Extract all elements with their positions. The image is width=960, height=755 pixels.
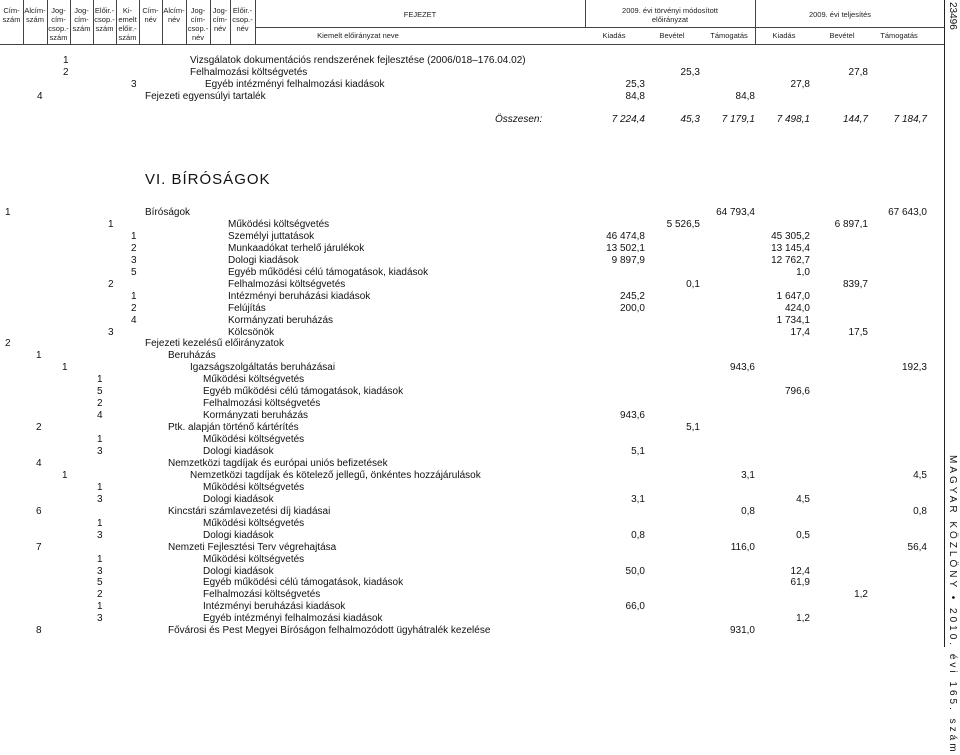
row-label: Felhalmozási költségvetés (203, 589, 321, 601)
row-label: Működési költségvetés (203, 374, 305, 386)
table-row (0, 279, 944, 291)
row-code: 4 (36, 457, 42, 469)
row-code: 1 (36, 350, 42, 362)
table-row (0, 566, 944, 578)
table-row (0, 291, 944, 303)
row-label: Kölcsönök (228, 326, 275, 338)
table-row (0, 589, 944, 601)
row-label: Felújítás (228, 302, 266, 314)
row-value: 943,6 (619, 410, 645, 422)
table-header (0, 0, 944, 44)
row-code: 2 (131, 242, 137, 254)
row-label: Egyéb működési célú támogatások, kiadások (228, 266, 429, 278)
total-value: 7 179,1 (721, 114, 755, 125)
table-row (0, 494, 944, 506)
table-row (0, 506, 944, 518)
table-row (0, 219, 944, 231)
row-value: 64 793,4 (716, 207, 755, 218)
row-label: Igazságszolgáltatás beruházásai (190, 362, 336, 374)
row-code: 1 (131, 290, 137, 302)
header-col-10: Jog- cím- név (212, 6, 228, 33)
table-row (0, 434, 944, 446)
table-row (0, 362, 944, 374)
row-code: 6 (36, 505, 42, 517)
total-value: 7 224,4 (611, 114, 645, 125)
row-value: 4,5 (913, 469, 927, 481)
row-label: Vizsgálatok dokumentációs rendszerének fejlesztése (2006/018–176.04.02) (190, 55, 526, 66)
row-label: Felhalmozási költségvetés (228, 278, 346, 290)
header-rule (255, 27, 944, 28)
row-value: 0,5 (796, 529, 810, 541)
row-value: 116,0 (730, 541, 755, 553)
header-divider (23, 0, 24, 44)
table-row (0, 482, 944, 494)
row-label: Egyéb intézményi felhalmozási kiadások (203, 613, 383, 625)
row-value: 0,8 (741, 505, 755, 517)
header-divider (116, 0, 117, 44)
table-row (0, 458, 944, 470)
row-label: Működési költségvetés (203, 481, 305, 493)
row-value: 839,7 (842, 278, 868, 290)
row-label: Egyéb működési célú támogatások, kiadások (203, 386, 404, 398)
table-row (0, 410, 944, 422)
row-value: 12 762,7 (771, 254, 810, 266)
row-code: 3 (97, 529, 103, 541)
total-value: 7 498,1 (776, 114, 810, 125)
row-value: 1,2 (854, 589, 868, 601)
row-label: Fővárosi és Pest Megyei Bíróságon felhalmozódott ügyhátralék kezelése (168, 625, 491, 637)
row-code: 1 (97, 553, 103, 565)
row-value: 66,0 (625, 601, 645, 613)
row-label: Dologi kiadások (203, 493, 274, 505)
row-label: Ptk. alapján történő kártérítés (168, 422, 299, 434)
row-code: 1 (97, 481, 103, 493)
row-code: 3 (97, 446, 103, 457)
header-col-11: Előir.- csop.- név (232, 6, 253, 33)
table-row (0, 398, 944, 410)
row-label: Fejezeti kezelésű előirányzatok (145, 338, 284, 350)
row-label: Dologi kiadások (203, 446, 274, 457)
header-divider (255, 0, 256, 44)
section-title: VI. BÍRÓSÁGOK (145, 171, 271, 188)
header-col-7: Cím- név (142, 6, 159, 24)
row-label: Beruházás (168, 350, 216, 362)
table-row (0, 79, 944, 91)
header-divider (93, 0, 94, 44)
row-code: 4 (97, 410, 103, 422)
table-row (0, 374, 944, 386)
table-row (0, 303, 944, 315)
row-code: 3 (131, 79, 137, 90)
header-group-actual: 2009. évi teljesítés (808, 10, 872, 19)
row-code: 1 (97, 601, 103, 613)
table-row (0, 243, 944, 255)
row-value: 3,1 (741, 469, 755, 481)
table-row (0, 67, 944, 79)
table-row (0, 613, 944, 625)
header-rule (0, 44, 944, 45)
table-row (0, 350, 944, 362)
row-code: 4 (37, 91, 43, 102)
row-code: 2 (131, 302, 137, 314)
row-value: 200,0 (619, 302, 645, 314)
row-label: Bíróságok (145, 207, 191, 218)
table-row (0, 625, 944, 637)
header-col-9: Jog- cím- csop.- név (187, 6, 209, 42)
table-row (0, 601, 944, 613)
total-value: 45,3 (680, 114, 700, 125)
header-divider (186, 0, 187, 44)
header-divider (585, 0, 586, 27)
row-code: 3 (108, 326, 114, 338)
row-label: Munkaadókat terhelő járulékok (228, 242, 365, 254)
row-label: Dologi kiadások (203, 565, 274, 577)
table-row (0, 338, 944, 350)
row-label: Egyéb működési célú támogatások, kiadások (203, 577, 404, 589)
row-value: 13 145,4 (771, 242, 810, 254)
row-value: 56,4 (907, 541, 927, 553)
row-code: 2 (97, 398, 103, 410)
row-value: 4,5 (796, 493, 810, 505)
row-code: 1 (97, 517, 103, 529)
header-sub-5: Támogatás (880, 31, 918, 40)
row-code: 3 (97, 613, 103, 625)
header-divider (70, 0, 71, 44)
row-label: Fejezeti egyensúlyi tartalék (145, 91, 266, 102)
row-code: 3 (131, 254, 137, 266)
row-value: 943,6 (729, 362, 755, 374)
row-label: Kormányzati beruházás (228, 314, 334, 326)
journal-sidebar: MAGYAR KÖZLÖNY • 2010. évi 165. szám (947, 455, 958, 755)
row-code: 1 (62, 362, 68, 374)
header-col-5: Előir.- csop.- szám (94, 6, 115, 33)
header-col-6: Ki- emelt előir.- szám (118, 6, 137, 42)
table-row (0, 315, 944, 327)
row-value: 0,8 (631, 529, 645, 541)
row-label: Intézményi beruházási kiadások (203, 601, 346, 613)
row-value: 46 474,8 (606, 230, 645, 242)
row-label: Intézményi beruházási kiadások (228, 290, 371, 302)
row-value: 27,8 (848, 67, 868, 78)
row-label: Kormányzati beruházás (203, 410, 309, 422)
row-code: 2 (5, 338, 11, 350)
table-row (0, 422, 944, 434)
row-value: 245,2 (619, 290, 645, 302)
row-value: 45 305,2 (771, 230, 810, 242)
row-label: Dologi kiadások (203, 529, 274, 541)
row-value: 67 643,0 (888, 207, 927, 218)
row-code: 2 (97, 589, 103, 601)
row-value: 5,1 (631, 446, 645, 457)
table-row (0, 446, 944, 458)
row-value: 6 897,1 (834, 218, 868, 230)
row-value: 9 897,9 (611, 254, 645, 266)
header-col-3: Jog- cím- csop.- szám (48, 6, 69, 42)
header-col-2: Alcím- szám (24, 6, 46, 24)
row-code: 5 (131, 266, 137, 278)
row-value: 50,0 (625, 565, 645, 577)
row-code: 4 (131, 314, 137, 326)
row-code: 1 (131, 230, 137, 242)
row-label: Személyi juttatások (228, 230, 315, 242)
table-row (0, 386, 944, 398)
header-sub-3: Kiadás (772, 31, 796, 40)
row-value: 1,0 (796, 266, 810, 278)
table-row (0, 255, 944, 267)
row-label: Nemzetközi tagdíjak és európai uniós befizetések (168, 457, 388, 469)
table-row (0, 207, 944, 219)
row-value: 61,9 (790, 577, 810, 589)
header-col-8: Alcím- név (163, 6, 185, 24)
row-value: 84,8 (625, 91, 645, 102)
row-label: Működési költségvetés (228, 218, 330, 230)
row-code: 2 (63, 67, 69, 78)
row-code: 1 (62, 469, 68, 481)
page-number: 23496 (947, 2, 958, 30)
row-value: 0,1 (686, 278, 700, 290)
header-divider (162, 0, 163, 44)
row-label: Működési költségvetés (203, 434, 305, 446)
page-edge-line (944, 0, 945, 647)
header-divider (230, 0, 231, 44)
row-value: 17,5 (848, 326, 868, 338)
row-label: Felhalmozási költségvetés (190, 67, 308, 78)
total-value: 144,7 (842, 114, 868, 125)
row-label: Működési költségvetés (203, 553, 305, 565)
row-value: 25,3 (680, 67, 700, 78)
total-label: Összesen: (495, 114, 543, 125)
row-value: 1,2 (796, 613, 810, 625)
row-label: Egyéb intézményi felhalmozási kiadások (205, 79, 385, 90)
header-col-1: Cím- szám (2, 6, 21, 24)
row-code: 1 (5, 207, 11, 218)
table-row (0, 470, 944, 482)
table-row (0, 327, 944, 339)
table-row (0, 542, 944, 554)
row-code: 1 (108, 218, 114, 230)
row-value: 1 647,0 (776, 290, 810, 302)
row-code: 1 (97, 434, 103, 446)
total-value: 7 184,7 (893, 114, 927, 125)
table-row (0, 530, 944, 542)
header-sub-4: Bevétel (829, 31, 855, 40)
row-value: 0,8 (913, 505, 927, 517)
row-value: 25,3 (625, 79, 645, 90)
row-value: 192,3 (901, 362, 927, 374)
total-row (0, 114, 944, 126)
row-value: 12,4 (790, 565, 810, 577)
row-label: Felhalmozási költségvetés (203, 398, 321, 410)
header-sub-1: Bevétel (659, 31, 685, 40)
table-row (0, 55, 944, 67)
row-label: Működési költségvetés (203, 517, 305, 529)
row-code: 8 (36, 625, 42, 637)
table-row (0, 91, 944, 103)
row-code: 5 (97, 386, 103, 398)
header-fejezet: FEJEZET (403, 10, 437, 19)
table-row (0, 577, 944, 589)
row-label: Nemzeti Fejlesztési Terv végrehajtása (168, 541, 337, 553)
row-value: 17,4 (790, 326, 810, 338)
row-value: 931,0 (729, 625, 755, 637)
table-row (0, 267, 944, 279)
row-label: Nemzetközi tagdíjak és kötelező jellegű, önkéntes hozzájárulások (190, 469, 481, 481)
row-value: 1 734,1 (776, 314, 810, 326)
row-value: 13 502,1 (606, 242, 645, 254)
row-value: 424,0 (784, 302, 810, 314)
header-col-4: Jog- cím- szám (72, 6, 91, 33)
row-value: 84,8 (735, 91, 755, 102)
row-code: 1 (63, 55, 69, 66)
row-value: 27,8 (790, 79, 810, 90)
header-divider (139, 0, 140, 44)
header-divider (210, 0, 211, 44)
header-sub-2: Támogatás (710, 31, 748, 40)
table-row (0, 231, 944, 243)
header-sub-0: Kiadás (602, 31, 626, 40)
row-value: 5,1 (686, 422, 700, 434)
row-code: 2 (108, 278, 114, 290)
row-code: 7 (36, 541, 42, 553)
row-code: 1 (97, 374, 103, 386)
row-label: Kincstári számlavezetési díj kiadásai (168, 505, 331, 517)
row-label: Dologi kiadások (228, 254, 299, 266)
row-code: 2 (36, 422, 42, 434)
row-value: 796,6 (784, 386, 810, 398)
row-code: 3 (97, 493, 103, 505)
row-value: 5 526,5 (666, 218, 700, 230)
table-row (0, 554, 944, 566)
header-kiemelt: Kiemelt előirányzat neve (317, 31, 399, 40)
row-code: 3 (97, 565, 103, 577)
row-value: 3,1 (631, 493, 645, 505)
header-group-modified: 2009. évi törvényi módosított előirányzat (622, 6, 718, 24)
table-row (0, 518, 944, 530)
header-divider (47, 0, 48, 44)
row-code: 5 (97, 577, 103, 589)
